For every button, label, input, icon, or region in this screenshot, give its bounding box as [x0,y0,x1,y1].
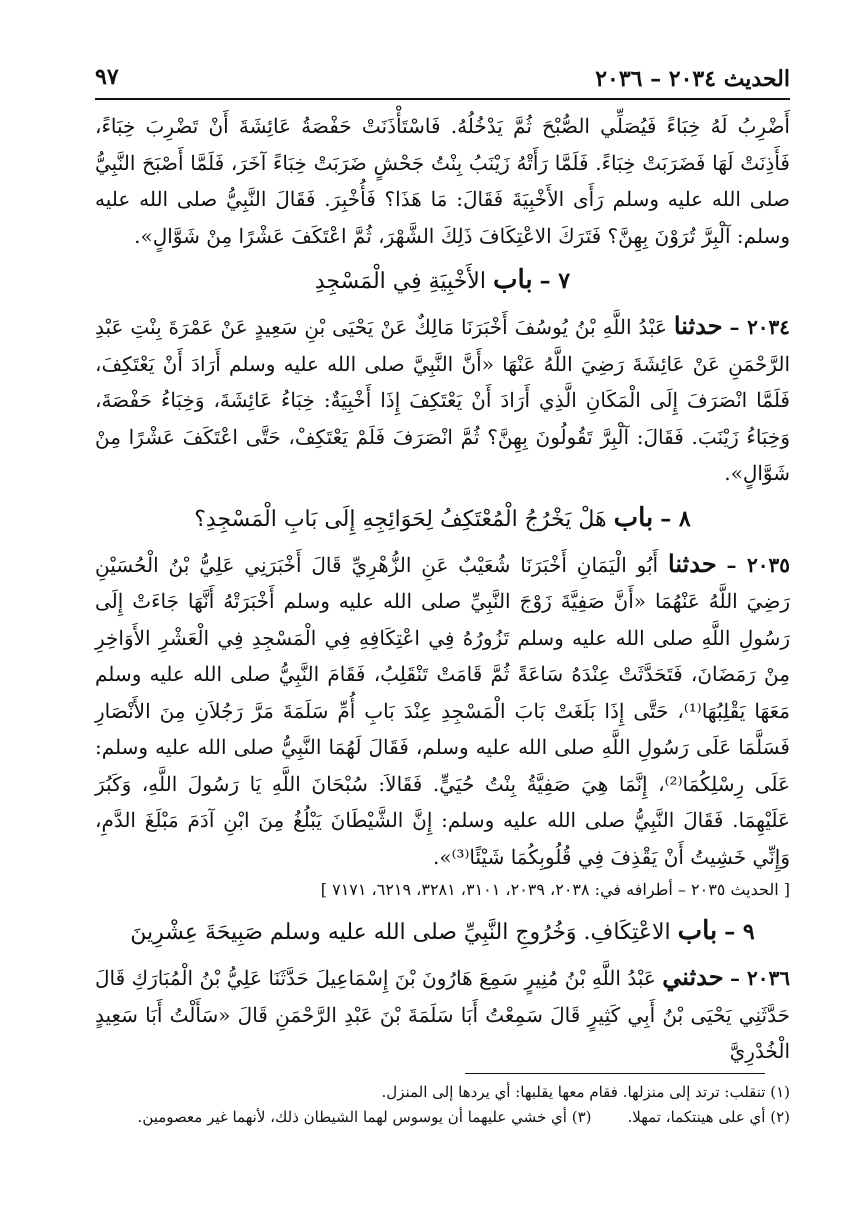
hadith-number: ٢٠٣٦ – [730,966,791,990]
chapter-number: ٧ – [539,268,571,294]
chapter-label: باب [613,502,654,533]
page-header [95,58,790,98]
chapter-number: ٨ – [660,505,691,532]
hadith-text: عَبْدُ اللَّهِ بْنُ يُوسُفَ أَخْبَرَنَا مَالِكٌ عَنْ يَحْيَى بْنِ سَعِيدٍ عَنْ عَمْرَةَ بِنْتِ عَبْدِ الرَّحْمَنِ عَنْ عَائِشَةَ رَضِيَ اللَّهُ عَنْهَا «أَنَّ النَّبِيَّ صلى الله عليه وسلم أَرَادَ أَنْ يَعْتَكِفَ، فَلَمَّا انْصَرَفَ إِلَى الْمَكَانِ الَّذِي أَرَادَ أَنْ يَعْتَكِفَ إِذَا أَخْبِيَةٌ: خِبَاءُ عَائِشَةَ، وَخِبَاءُ حَفْصَةَ، وَخِبَاءُ زَيْنَبَ. فَقَالَ: آلْبِرَّ تَقُولُونَ بِهِنَّ؟ ثُمَّ انْصَرَفَ فَلَمْ يَعْتَكِفْ، حَتَّى اعْتَكَفَ عَشْرًا مِنْ شَوَّالٍ». [95,315,790,485]
footnote-rule [465,1073,765,1074]
chapter-heading [95,260,790,302]
hadith-paragraph [95,959,790,1070]
footnote-text: (٣) أي خشي عليهما أن يوسوس لهما الشيطان ذلك، لأنهما غير معصومين. [137,1108,592,1126]
chapter-title: الاعْتِكَافِ. وَخُرُوجِ النَّبِيِّ صلى الله عليه وسلم صَبِيحَةَ عِشْرِينَ [130,920,671,945]
hadith-text: أَبُو الْيَمَانِ أَخْبَرَنَا شُعَيْبٌ عَنِ الزُّهْرِيِّ قَالَ أَخْبَرَنِي عَلِيُّ بْنُ الْحُسَيْنِ رَضِيَ اللَّهُ عَنْهُمَا «أَنَّ صَفِيَّةَ زَوْجَ النَّبِيِّ صلى الله عليه وسلم أَخْبَرَتْهُ أَنَّهَا جَاءَتْ إِلَى رَسُولِ اللَّهِ صلى الله عليه وسلم تَزُورُهُ فِي اعْتِكَافِهِ فِي الْمَسْجِدِ فِي الْعَشْرِ الأَوَاخِرِ مِنْ رَمَضَانَ، فَتَحَدَّثَتْ عِنْدَهُ سَاعَةً ثُمَّ قَامَتْ تَنْقَلِبُ، فَقَامَ النَّبِيُّ صلى الله عليه وسلم مَعَهَا يَقْلِبُهَا⁽¹⁾، حَتَّى إِذَا بَلَغَتْ بَابَ الْمَسْجِدِ عِنْدَ بَابِ أُمِّ سَلَمَةَ مَرَّ رَجُلاَنِ مِنَ الأَنْصَارِ فَسَلَّمَا عَلَى رَسُولِ اللَّهِ صلى الله عليه وسلم، فَقَالَ لَهُمَا النَّبِيُّ صلى الله عليه وسلم: عَلَى رِسْلِكُمَا⁽²⁾، إِنَّمَا هِيَ صَفِيَّةُ بِنْتُ حُيَيٍّ. فَقَالاَ: سُبْحَانَ اللَّهِ يَا رَسُولَ اللَّهِ، وَكَبُرَ عَلَيْهِمَا. فَقَالَ النَّبِيُّ صلى الله عليه وسلم: إِنَّ الشَّيْطَانَ يَبْلُغُ مِنَ ابْنِ آدَمَ مَبْلَغَ الدَّمِ، وَإِنِّي خَشِيتُ أَنْ يَقْذِفَ فِي قُلُوبِكُمَا شَيْئًا⁽³⁾». [95,552,790,869]
chapter-title: هَلْ يَخْرُجُ الْمُعْتَكِفُ لِحَوَائِجِهِ إِلَى بَابِ الْمَسْجِدِ؟ [194,506,607,532]
footnotes [95,1080,790,1130]
chapter-label: باب [492,265,533,295]
hadith-lead-word: حدثني [662,962,724,991]
chapter-heading [95,498,790,540]
hadith-lead-word: حدثنا [668,548,717,578]
footnote [95,1105,790,1130]
footnote-text: (١) تنقلب: ترتد إلى منزلها. فقام معها يقلبها: أي يردها إلى المنزل. [381,1083,790,1101]
chapter-number: ٩ – [724,919,755,945]
footnote [95,1080,790,1105]
header-rule [95,98,790,100]
page-number: ٩٧ [95,64,119,90]
footnote-text: (٢) أي على هينتكما، تمهلا. [627,1108,790,1126]
hadith-text: عَبْدُ اللَّهِ بْنُ مُنِيرٍ سَمِعَ هَارُونَ بْنَ إِسْمَاعِيلَ حَدَّثَنَا عَلِيُّ بْنُ الْمُبَارَكِ قَالَ حَدَّثَنِي يَحْيَى بْنُ أَبِي كَثِيرٍ قَالَ سَمِعْتُ أَبَا سَلَمَةَ بْنَ عَبْدِ الرَّحْمَنِ قَالَ «سَأَلْتُ أَبَا سَعِيدٍ الْخُدْرِيَّ [95,966,790,1063]
running-title: الحديث ٢٠٣٤ – ٢٠٣٦ [595,66,790,92]
page-body [95,108,790,1070]
chapter-label: باب [677,916,718,946]
chapter-heading [95,911,790,953]
chapter-title: الأَخْبِيَةِ فِي الْمَسْجِدِ [314,269,486,294]
hadith-paragraph [95,546,790,876]
hadith-lead-word: حدثنا [673,311,723,340]
cross-reference: [ الحديث ٢٠٣٥ – أطرافه في: ٢٠٣٨، ٢٠٣٩، ٣١٠١، ٣٢٨١، ٦٢١٩، ٧١٧١ ] [320,880,790,899]
hadith-continuation: أَضْرِبُ لَهُ خِبَاءً فَيُصَلِّي الصُّبْحَ ثُمَّ يَدْخُلُهُ. فَاسْتَأْذَنَتْ حَفْصَةُ عَائِشَةَ أَنْ تَضْرِبَ خِبَاءً، فَأَذِنَتْ لَهَا فَضَرَبَتْ خِبَاءً. فَلَمَّا رَأَتْهُ زَيْنَبُ بِنْتُ جَحْشٍ ضَرَبَتْ خِبَاءً آخَرَ، فَلَمَّا أَصْبَحَ النَّبِيُّ صلى الله عليه وسلم رَأَى الأَخْبِيَةَ فَقَالَ: مَا هَذَا؟ فَأُخْبِرَ. فَقَالَ النَّبِيُّ صلى الله عليه وسلم: آلْبِرَّ تُرَوْنَ بِهِنَّ؟ فَتَرَكَ الاعْتِكَافَ ذَلِكَ الشَّهْرَ، ثُمَّ اعْتَكَفَ عَشْرًا مِنْ شَوَّالٍ». [95,114,790,248]
hadith-number: ٢٠٣٥ – [726,552,790,577]
hadith-paragraph [95,308,790,492]
hadith-number: ٢٠٣٤ – [729,315,791,339]
